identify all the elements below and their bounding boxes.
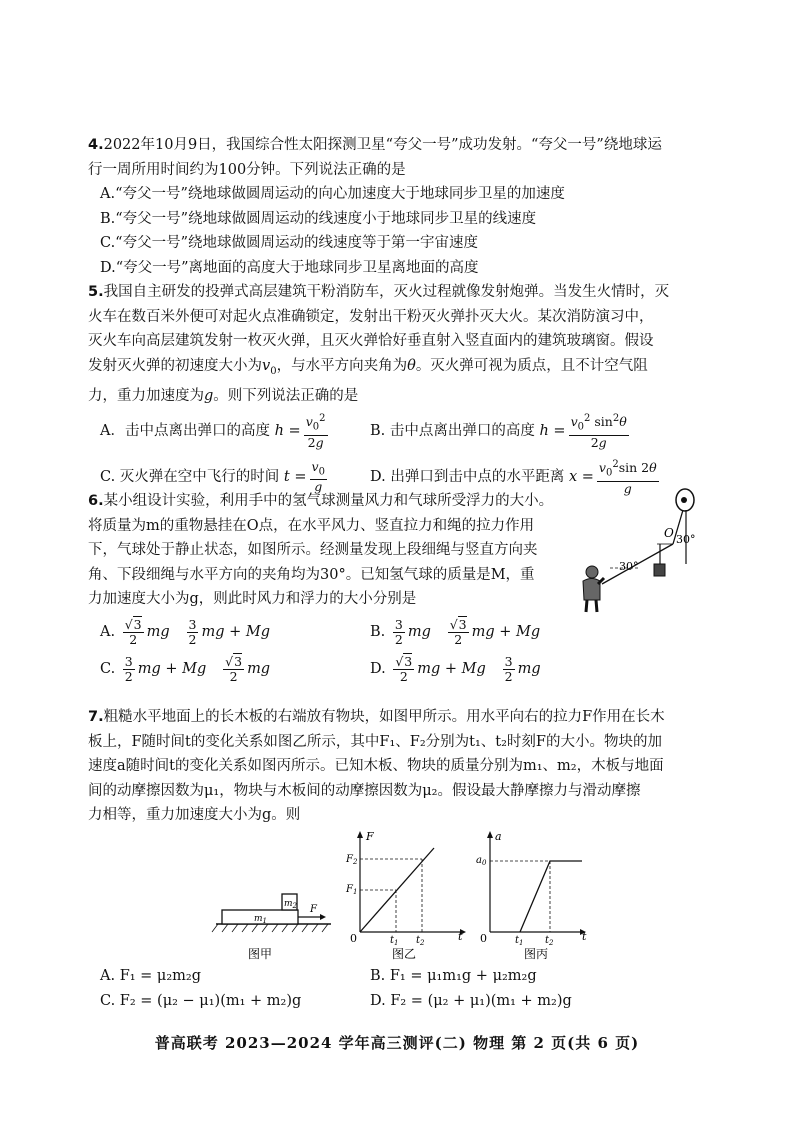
question-4: 4.2022年10月9日，我国综合性太阳探测卫星“夸父一号”成功发射。“夸父一号”绕地球运 行一周所用时间约为100分钟。下列说法正确的是 A.“夸父一号”绕地球做圆周运动的向心加速度大于地球同步卫星的加速度 B.“夸父一号”绕地球做圆周运动的线速度小于地球同步卫星的线速度 C.“夸父一号”绕地球做圆周运动的线速度等于第一宇宙速度 D.“夸父一号”离地面的高度大于地球同步卫星离地面的高度 <box>88 133 728 280</box>
svg-text:a0: $a_0$ <box>476 855 487 867</box>
q7-figure-jia <box>206 880 336 962</box>
q4-option-b: B.“夸父一号”绕地球做圆周运动的线速度小于地球同步卫星的线速度 <box>100 210 537 227</box>
weight-block <box>654 564 665 576</box>
svg-text:t2: $t_2$ <box>416 935 425 947</box>
svg-text:F1: $F_1$ <box>346 884 358 896</box>
q6-stem: 6.某小组设计实验，利用手中的氢气球测量风力和气球所受浮力的大小。 <box>88 493 554 509</box>
q5-option-d: D. 出弹口到击中点的水平距离 x = $\frac{v_0^2\sin 2\theta}{g}$ <box>370 459 657 496</box>
q4-option-d: D.“夸父一号”离地面的高度大于地球同步卫星离地面的高度 <box>100 259 479 276</box>
svg-text:图丙: 图丙 <box>524 947 549 961</box>
q7-option-c: C. F₂ = (μ₂ − μ₁)(m₁ + m₂)g <box>100 992 302 1009</box>
svg-text:F: F <box>366 830 374 843</box>
q5-option-c: C. 灭火弹在空中飞行的时间 t = $\frac{v_0}{g}$ <box>100 458 325 495</box>
svg-text:t: t <box>458 930 463 943</box>
question-6: 6.某小组设计实验，利用手中的氢气球测量风力和气球所受浮力的大小。 将质量为m的重物悬挂在O点，在水平风力、竖直拉力和绳的拉力作用 下，气球处于静止状态，如图所示。经测量发现上段细绳与竖直方向夹 角、下段细绳与水平方向的夹角均为30°。已知氢气球的质量是M，重 力加速度大小为g，则此时风力和浮力的大小分别是 A. $\frac{√3}{2}$ mg $\frac{3}{2}$ mg + Mg B. $\frac{3}{2}$ mg $\frac{√3}{2}$ mg + Mg C. $\frac{3}{2}$ mg + Mg $\frac{√3}{2}$ mg D. $\frac{√3}{2}$ mg + Mg $\frac{3}{2}$ mg <box>88 489 728 684</box>
question-7: 7.粗糙水平地面上的长木板的右端放有物块，如图甲所示。用水平向右的拉力F作用在长木 板上，F随时间t的变化关系如图乙所示，其中F₁、F₂分别为t₁、t₂时刻F的大小。物块的加 速度a随时间t的变化关系如图丙所示。已知木板、物块的质量分别为m₁、m₂，木板与地面 间的动摩擦因数为μ₁，物块与木板间的动摩擦因数为μ₂。假设最大静摩擦力与滑动摩擦 力相等，重力加速度大小为g。则 <box>88 705 728 828</box>
svg-text:m1: $m_1$ <box>254 914 268 925</box>
q6-option-b: B. $\frac{3}{2}$ mg $\frac{√3}{2}$ mg + Mg <box>370 616 541 647</box>
q5-stem: 5.我国自主研发的投弹式高层建筑干粉消防车，灭火过程就像发射炮弹。当发生火情时，灭 <box>88 284 670 300</box>
q6-balloon-figure <box>570 488 700 618</box>
q6-option-d: D. $\frac{√3}{2}$ mg + Mg $\frac{3}{2}$ mg <box>370 653 541 684</box>
svg-text:O: O <box>664 526 674 540</box>
q4-stem: 4.2022年10月9日，我国综合性太阳探测卫星“夸父一号”成功发射。“夸父一号”绕地球运 <box>88 137 662 153</box>
q7-options <box>88 964 728 1013</box>
q7-option-a: A. F₁ = μ₂m₂g <box>100 968 202 984</box>
person-icon <box>583 566 604 612</box>
q6-option-c: C. $\frac{3}{2}$ mg + Mg $\frac{√3}{2}$ mg <box>100 653 271 684</box>
svg-text:t: t <box>582 930 587 943</box>
svg-text:30°: 30° <box>619 560 639 573</box>
svg-text:t1: $t_1$ <box>390 935 399 947</box>
svg-text:t2: $t_2$ <box>545 935 554 947</box>
svg-text:a: a <box>495 830 502 843</box>
svg-text:m2: $m_2$ <box>284 899 298 910</box>
q7-stem: 7.粗糙水平地面上的长木板的右端放有物块，如图甲所示。用水平向右的拉力F作用在长木 <box>88 709 665 725</box>
q7-option-d: D. F₂ = (μ₂ + μ₁)(m₁ + m₂)g <box>370 992 572 1009</box>
a-t-line <box>520 861 582 932</box>
svg-text:30°: 30° <box>676 533 696 546</box>
page-footer: 普高联考 2023—2024 学年高三测评(二) 物理 第 2 页(共 6 页) <box>154 1034 640 1052</box>
q7-option-b: B. F₁ = μ₁m₁g + μ₂m₂g <box>370 968 537 984</box>
svg-text:F: F <box>310 904 317 915</box>
q6-option-a: A. $\frac{√3}{2}$ mg $\frac{3}{2}$ mg + Mg <box>100 616 271 647</box>
q4-option-c: C.“夸父一号”绕地球做圆周运动的线速度等于第一宇宙速度 <box>100 235 479 251</box>
q5-option-b: B. 击中点离出弹口的高度 h = $\frac{v_0^2 \sin^2\theta}{2g}$ <box>370 413 627 451</box>
svg-text:t1: $t_1$ <box>515 935 524 947</box>
question-5: 5.我国自主研发的投弹式高层建筑干粉消防车，灭火过程就像发射炮弹。当发生火情时，灭 火车在数百米外便可对起火点准确锁定，发射出干粉灭火弹扑灭大火。某次消防演习中， 灭火车向高层建筑发射一枚灭火弹，且灭火弹恰好垂直射入竖直面内的建筑玻璃窗。假设 发射灭火弹的初速度大小为$v_0$，与水平方向夹角为θ。灭火弹可视为质点，且不计空气阻 力，重力加速度为g。则下列说法正确的是 A．击中点离出弹口的高度 h = $\frac{v_0^2}{2g}$ B. 击中点离出弹口的高度 h = $\frac{v_0^2 \sin^2\theta}{2g}$ C. 灭火弹在空中飞行的时间 t = $\frac{v_0}{g}$ D. 出弹口到击中点的水平距离 x = $\frac{v_0^2\sin 2\theta}{g}$ <box>88 280 728 496</box>
q5-option-a: A．击中点离出弹口的高度 h = $\frac{v_0^2}{2g}$ <box>100 413 326 451</box>
q4-option-a: A.“夸父一号”绕地球做圆周运动的向心加速度大于地球同步卫星的加速度 <box>100 186 565 202</box>
q7-figure-bing <box>470 828 600 962</box>
q7-figure-yi <box>340 828 470 962</box>
svg-text:图乙: 图乙 <box>392 947 417 961</box>
svg-text:F2: $F_2$ <box>346 854 358 866</box>
svg-text:0: 0 <box>350 932 357 945</box>
svg-text:0: 0 <box>480 932 487 945</box>
svg-text:图甲: 图甲 <box>248 947 273 961</box>
